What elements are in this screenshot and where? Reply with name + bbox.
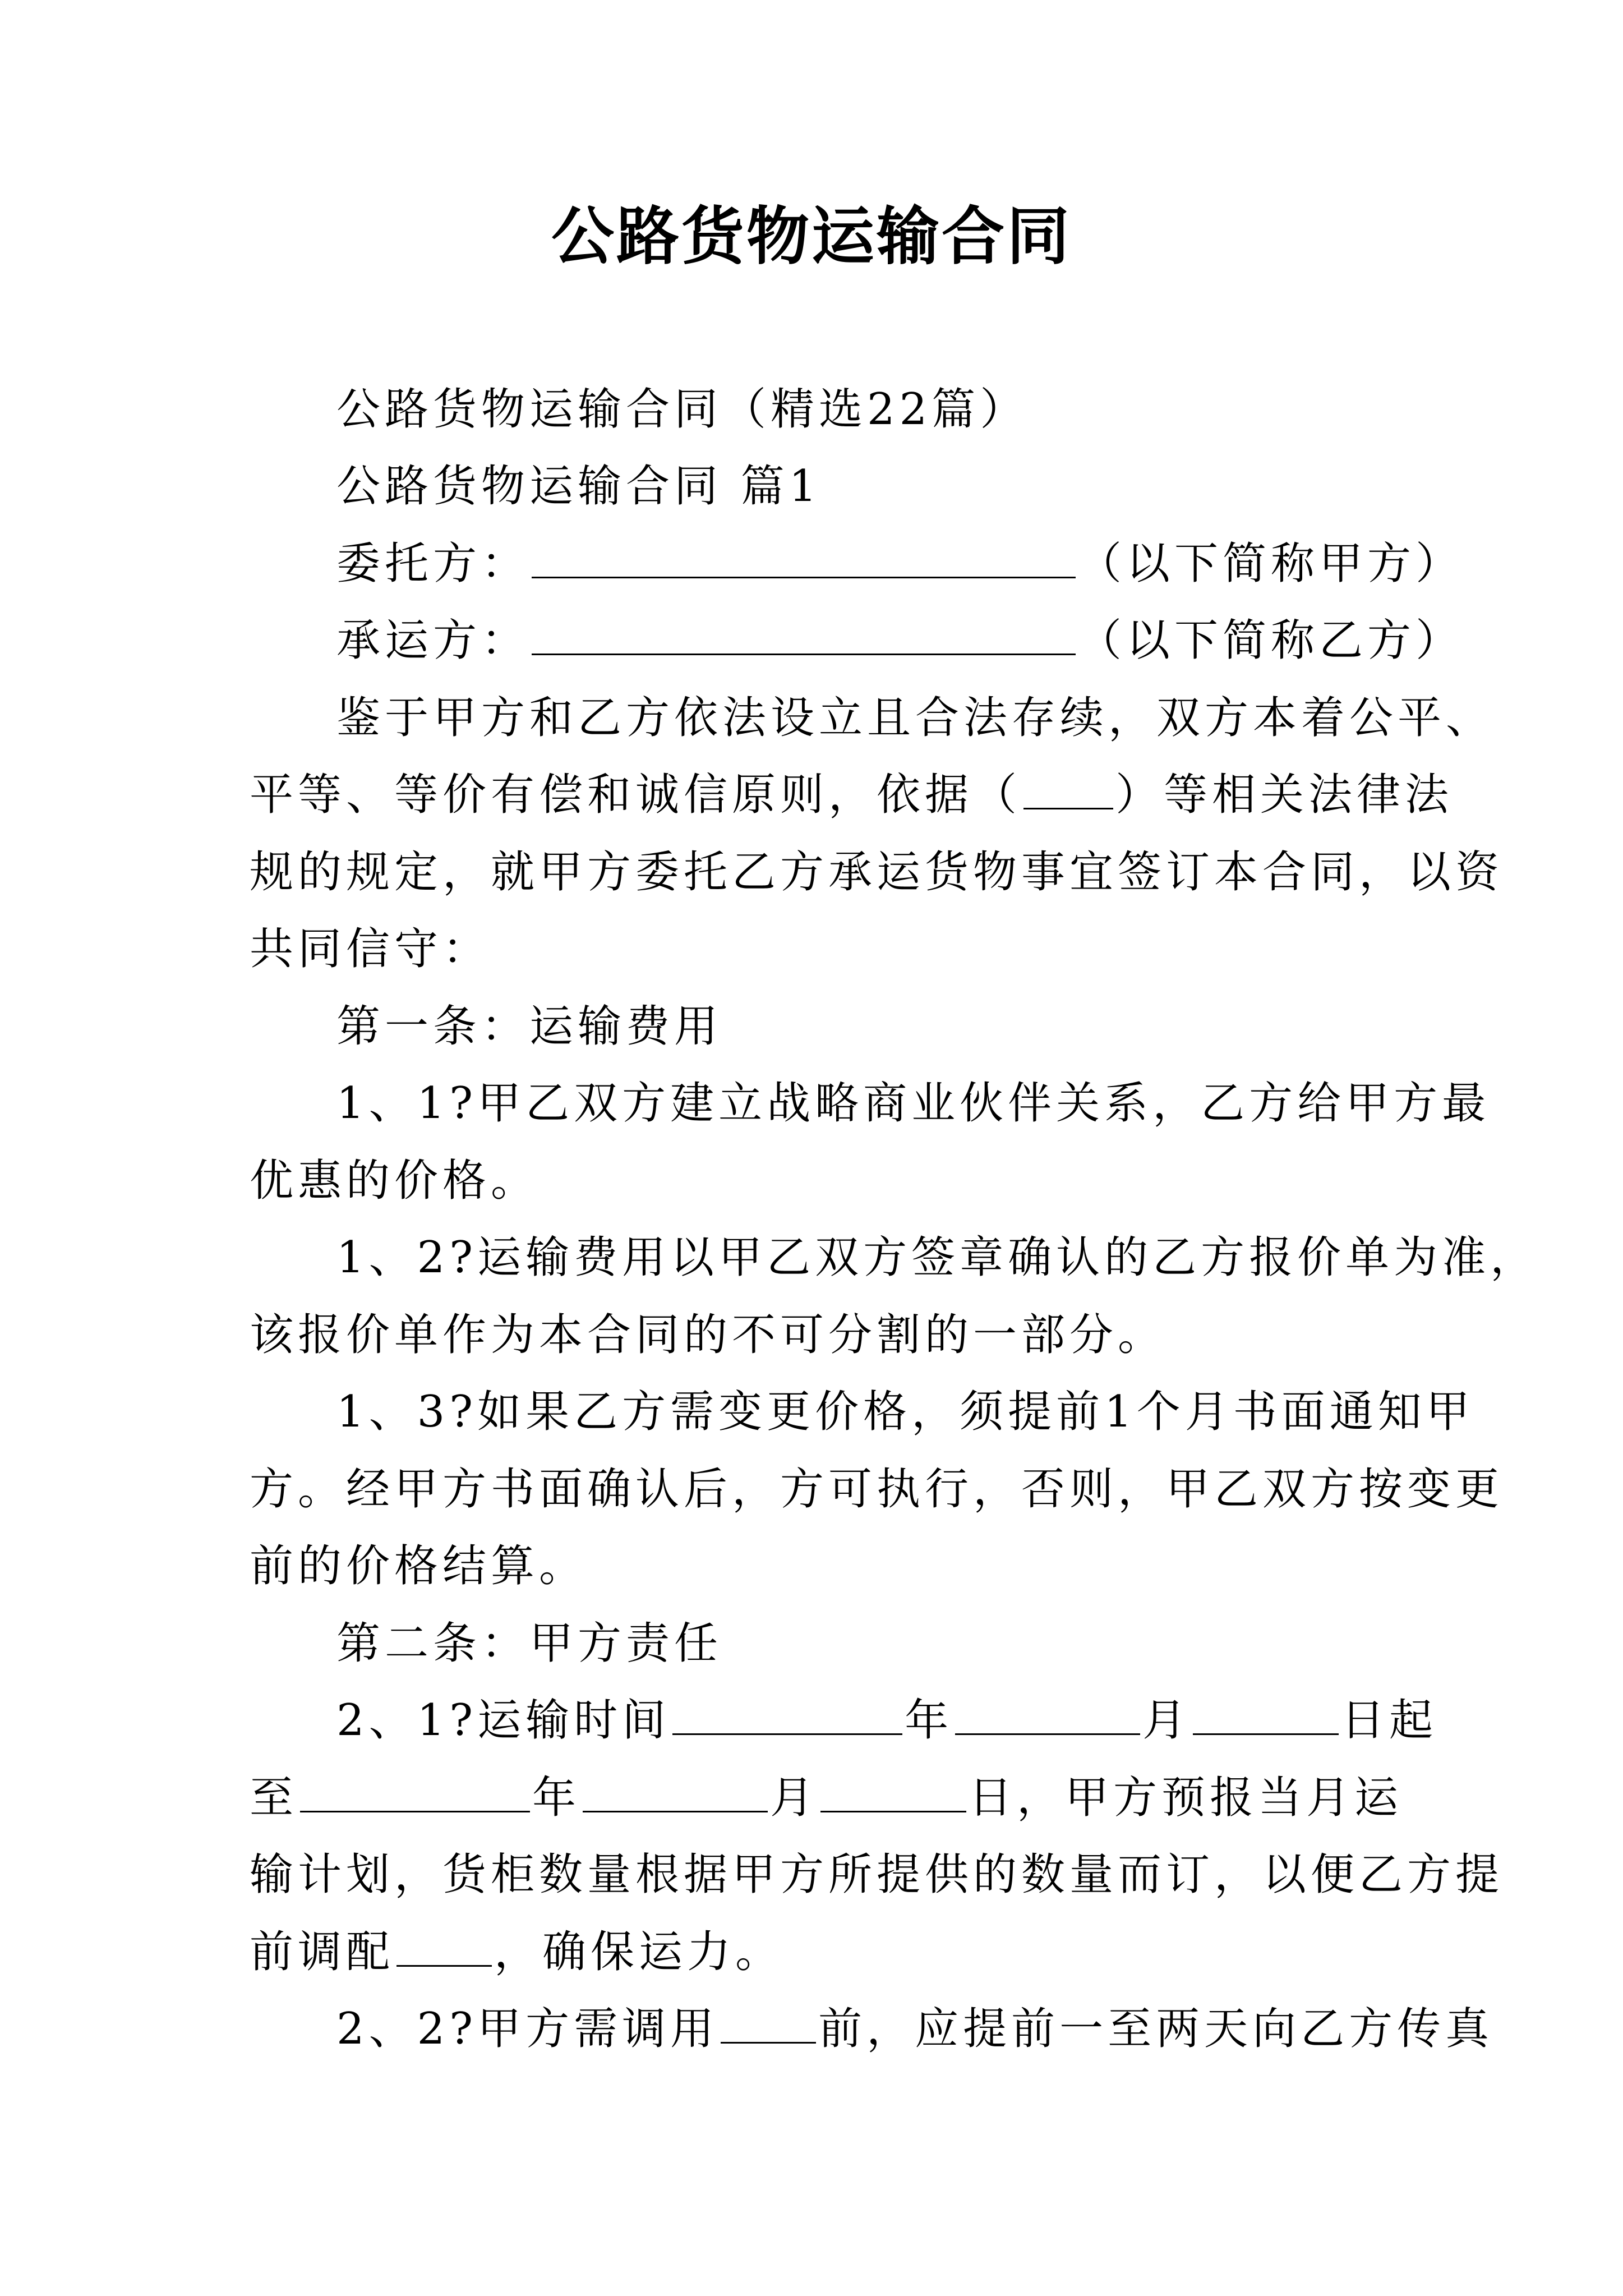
- paragraph-line: [336, 2001, 1493, 2057]
- day-label: 日起: [1341, 1695, 1438, 1746]
- deploy-blank: [396, 1926, 492, 1967]
- paragraph-text: 优惠的价格。: [250, 1156, 540, 1206]
- client-party-label: 委托方：: [336, 539, 530, 589]
- paragraph-line: [250, 1461, 1504, 1517]
- paragraph-line: [250, 1538, 587, 1594]
- month-label: 月: [770, 1773, 819, 1823]
- paragraph-line: [250, 844, 1504, 900]
- paragraph-text: 前调配: [250, 1927, 395, 1977]
- paragraph-line: [336, 1692, 1437, 1749]
- carrier-party-label: 承运方：: [336, 615, 530, 666]
- paragraph-text: 2、1?运输时间: [336, 1695, 671, 1746]
- paragraph-text: ）等相关法律法: [1115, 770, 1454, 820]
- paragraph-line: [336, 1230, 1538, 1286]
- document-title: 公路货物运输合同: [551, 200, 1072, 273]
- paragraph-text: 规的规定，就甲方委托乙方承运货物事宜签订本合同，以资: [250, 847, 1504, 898]
- paragraph-text: 方。经甲方书面确认后，方可执行，否则，甲乙双方按变更: [250, 1464, 1504, 1515]
- paragraph-text: 1、3?如果乙方需变更价格，须提前1个月书面通知甲: [336, 1387, 1474, 1437]
- year-blank: [300, 1772, 530, 1812]
- paragraph-line: [250, 1307, 1166, 1363]
- paragraph-line: [336, 690, 1494, 746]
- paragraph-text: 1、2?运输费用以甲乙双方签章确认的乙方报价单为准，: [336, 1232, 1539, 1283]
- month-blank: [583, 1772, 768, 1812]
- client-party-note: （以下简称甲方）: [1078, 539, 1464, 589]
- article-heading: [336, 999, 722, 1055]
- day-blank: [1193, 1694, 1339, 1735]
- month-label: 月: [1142, 1695, 1191, 1746]
- article-heading-text: 第二条：甲方责任: [336, 1618, 723, 1669]
- section-heading: [336, 458, 821, 514]
- paragraph-line: [250, 767, 1453, 823]
- paragraph-text: 前，应提前一至两天向乙方传真: [818, 2004, 1494, 2054]
- paragraph-text: 平等、等价有偿和诚信原则，依据（: [250, 770, 1022, 820]
- article-heading-text: 第一条：运输费用: [336, 1001, 723, 1052]
- subtitle-line: [336, 381, 1028, 438]
- subtitle-text: 公路货物运输合同（精选22篇）: [336, 384, 1029, 435]
- paragraph-line: [336, 1075, 1490, 1131]
- paragraph-line: [250, 921, 491, 977]
- paragraph-text: 该报价单作为本合同的不可分割的一部分。: [250, 1310, 1166, 1360]
- article-heading: [336, 1616, 722, 1672]
- paragraph-text: 2、2?甲方需调用: [336, 2004, 719, 2054]
- carrier-party-note: （以下简称乙方）: [1078, 615, 1464, 666]
- paragraph-text: 1、1?甲乙双方建立战略商业伙伴关系，乙方给甲方最: [336, 1078, 1491, 1129]
- paragraph-text: ，确保运力。: [494, 1927, 784, 1977]
- carrier-party-line: [336, 613, 1464, 669]
- paragraph-text: 前的价格结算。: [250, 1541, 588, 1591]
- law-blank: [1023, 769, 1113, 809]
- year-label: 年: [905, 1695, 953, 1746]
- paragraph-text: 输计划，货柜数量根据甲方所提供的数量而订，以便乙方提: [250, 1849, 1504, 1900]
- year-label: 年: [532, 1773, 581, 1823]
- section-heading-text: 公路货物运输合同 篇1: [336, 461, 822, 512]
- client-party-blank: [532, 537, 1076, 578]
- paragraph-line: [250, 1153, 539, 1209]
- paragraph-text: 日，甲方预报当月运: [969, 1773, 1403, 1823]
- day-blank: [820, 1772, 966, 1812]
- paragraph-line: [336, 1384, 1474, 1440]
- paragraph-text: 共同信守：: [250, 924, 491, 974]
- paragraph-text: 鉴于甲方和乙方依法设立且合法存续，双方本着公平、: [336, 693, 1495, 743]
- paragraph-line: [250, 1847, 1504, 1903]
- year-blank: [672, 1694, 902, 1735]
- client-party-line: [336, 536, 1464, 592]
- carrier-party-blank: [532, 614, 1076, 655]
- paragraph-text: 至: [250, 1773, 298, 1823]
- paragraph-line: [250, 1770, 1403, 1826]
- dispatch-blank: [721, 2003, 816, 2044]
- month-blank: [955, 1694, 1140, 1735]
- paragraph-line: [250, 1924, 783, 1980]
